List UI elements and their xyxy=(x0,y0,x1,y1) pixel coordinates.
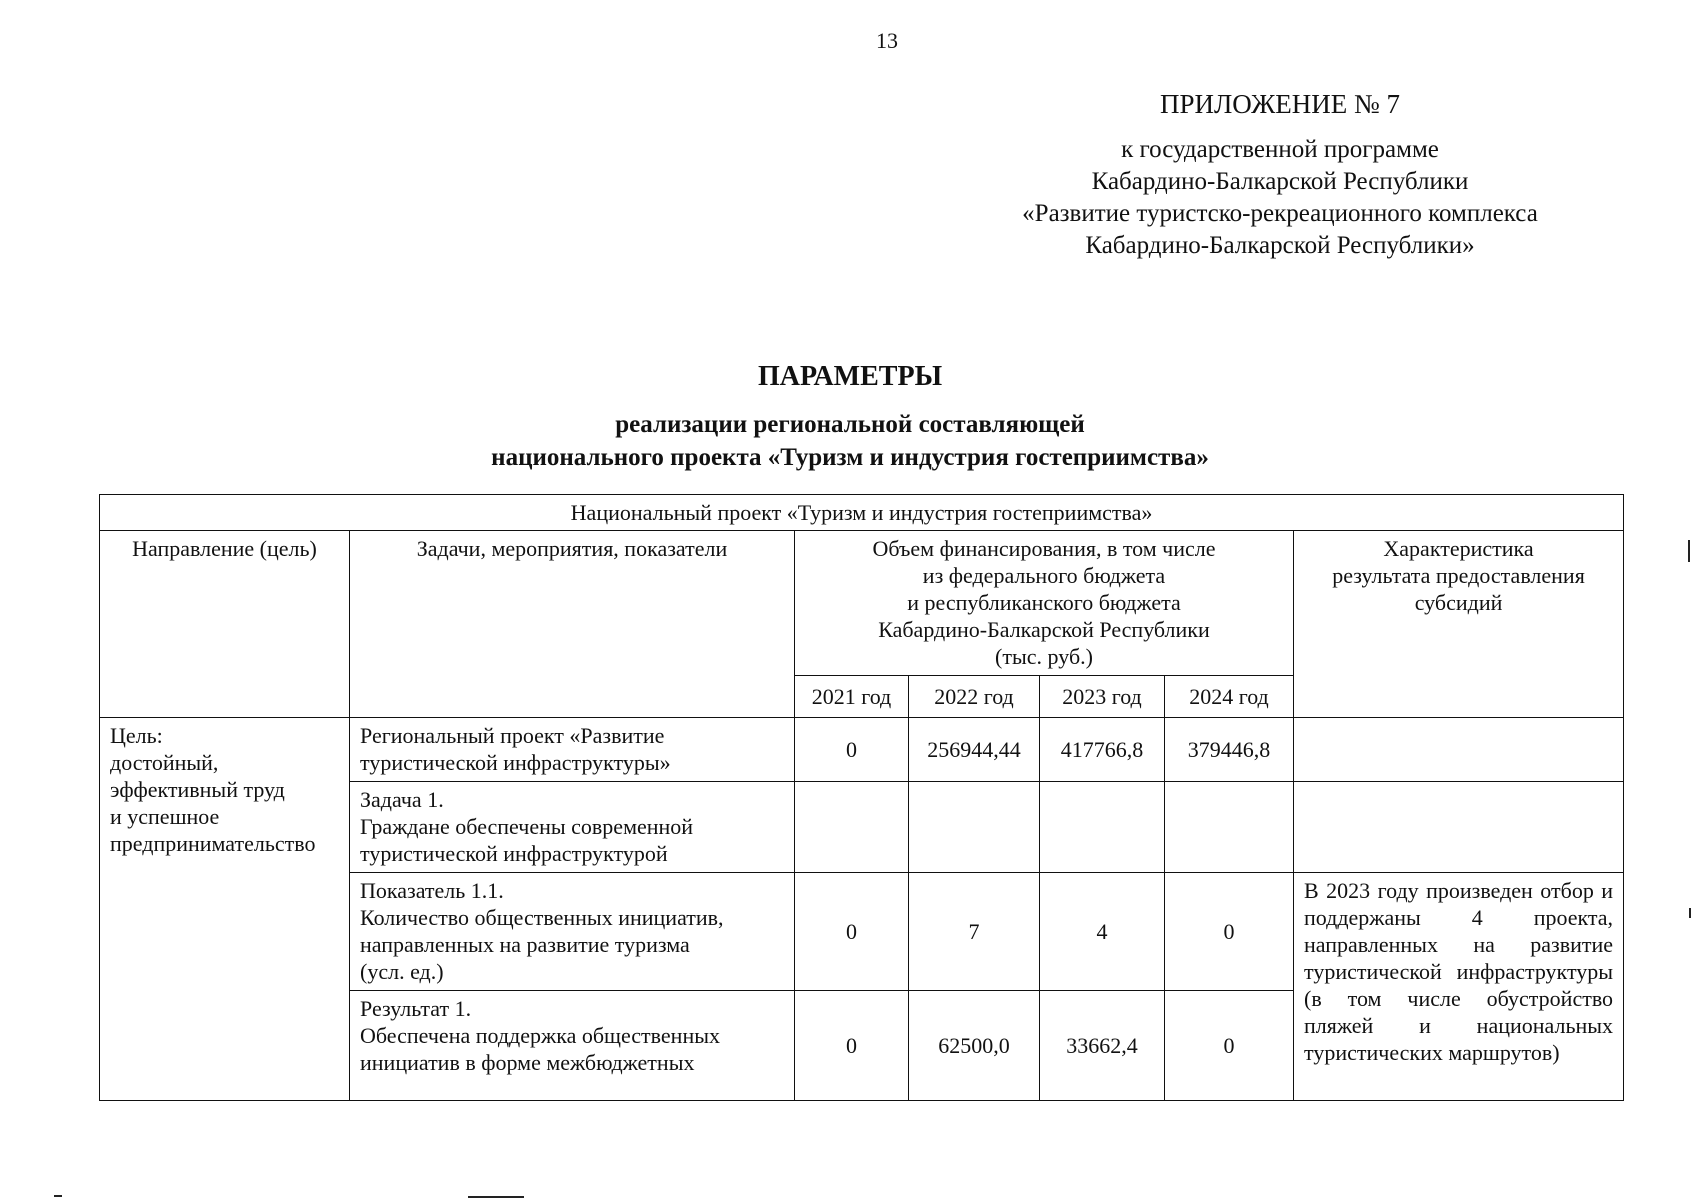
appendix-line: Кабардино-Балкарской Республики xyxy=(1091,168,1469,195)
value-2021: 0 xyxy=(795,991,909,1101)
appendix-line: «Развитие туристско-рекреационного комплекса xyxy=(1022,200,1538,227)
task-line: Региональный проект «Развитие xyxy=(360,723,665,748)
appendix-title: ПРИЛОЖЕНИЕ № 7 xyxy=(1159,89,1401,119)
table-row xyxy=(100,718,1624,782)
task-line: Результат 1. xyxy=(360,996,472,1021)
task-line: Обеспечена поддержка общественных xyxy=(360,1023,721,1048)
value-2022 xyxy=(909,782,1040,873)
scan-mark xyxy=(1688,540,1690,562)
header-year-2021: 2021 год xyxy=(795,676,909,718)
header-result-line: результата предоставления xyxy=(1332,563,1585,588)
header-funding-line: Кабардино-Балкарской Республики xyxy=(878,617,1210,642)
scan-mark xyxy=(468,1196,524,1198)
result-description: В 2023 году произведен отбор и поддержаны 4 проекта, направленных на развитие туристической инфраструктуры (в том числе обустройство пляжей и национальных туристических маршрутов) xyxy=(1294,873,1624,1101)
header-funding xyxy=(795,531,1294,676)
appendix-line: Кабардино-Балкарской Республики» xyxy=(1085,232,1475,259)
task-line: Граждане обеспечены современной xyxy=(360,814,694,839)
header-result xyxy=(1294,531,1624,718)
goal-cell xyxy=(100,718,350,1101)
header-row xyxy=(100,531,1624,676)
value-2024 xyxy=(1165,782,1294,873)
task-cell xyxy=(350,991,795,1101)
value-2024: 0 xyxy=(1165,991,1294,1101)
header-result-line: Характеристика xyxy=(1383,536,1534,561)
value-2024: 379446,8 xyxy=(1165,718,1294,782)
parameters-table xyxy=(99,494,1624,1101)
value-2023: 33662,4 xyxy=(1040,991,1165,1101)
value-2023 xyxy=(1040,782,1165,873)
goal-line: достойный, xyxy=(110,750,219,775)
value-2024: 0 xyxy=(1165,873,1294,991)
table-title-row xyxy=(100,495,1624,531)
header-tasks: Задачи, мероприятия, показатели xyxy=(350,531,795,718)
header-year-2023: 2023 год xyxy=(1040,676,1165,718)
task-line: Задача 1. xyxy=(360,787,444,812)
value-2021: 0 xyxy=(795,718,909,782)
appendix-header xyxy=(940,88,1620,262)
task-line: направленных на развитие туризма xyxy=(360,932,690,957)
header-funding-line: и республиканского бюджета xyxy=(907,590,1181,615)
task-line: (усл. ед.) xyxy=(360,959,444,984)
result-empty-cell xyxy=(1294,782,1624,873)
document-title: ПАРАМЕТРЫ xyxy=(757,361,943,392)
task-line: туристической инфраструктурой xyxy=(360,841,668,866)
task-cell xyxy=(350,873,795,991)
task-line: Показатель 1.1. xyxy=(360,878,504,903)
document-title-block xyxy=(0,360,1697,474)
result-empty-cell xyxy=(1294,718,1624,782)
task-line: Количество общественных инициатив, xyxy=(360,905,724,930)
value-2022: 62500,0 xyxy=(909,991,1040,1101)
scan-mark xyxy=(1689,908,1691,918)
header-year-2022: 2022 год xyxy=(909,676,1040,718)
header-funding-line: Объем финансирования, в том числе xyxy=(872,536,1216,561)
value-2021 xyxy=(795,782,909,873)
appendix-line: к государственной программе xyxy=(1121,136,1439,163)
header-direction: Направление (цель) xyxy=(100,531,350,718)
goal-line: предпринимательство xyxy=(110,831,316,856)
header-funding-line: (тыс. руб.) xyxy=(995,644,1093,669)
table-title: Национальный проект «Туризм и индустрия гостеприимства» xyxy=(100,495,1624,531)
page-number: 13 xyxy=(876,28,898,53)
value-2023: 4 xyxy=(1040,873,1165,991)
goal-line: и успешное xyxy=(110,804,220,829)
goal-line: Цель: xyxy=(110,723,163,748)
task-line: туристической инфраструктуры» xyxy=(360,750,671,775)
header-year-2024: 2024 год xyxy=(1165,676,1294,718)
goal-line: эффективный труд xyxy=(110,777,285,802)
document-subtitle-line: реализации региональной составляющей xyxy=(615,411,1085,438)
header-result-line: субсидий xyxy=(1414,590,1503,615)
task-cell xyxy=(350,718,795,782)
value-2021: 0 xyxy=(795,873,909,991)
task-cell xyxy=(350,782,795,873)
value-2022: 256944,44 xyxy=(909,718,1040,782)
scan-mark xyxy=(54,1195,62,1197)
value-2023: 417766,8 xyxy=(1040,718,1165,782)
task-line: инициатив в форме межбюджетных xyxy=(360,1050,695,1075)
document-subtitle-line: национального проекта «Туризм и индустрия гостеприимства» xyxy=(491,444,1209,471)
value-2022: 7 xyxy=(909,873,1040,991)
header-funding-line: из федерального бюджета xyxy=(922,563,1166,588)
